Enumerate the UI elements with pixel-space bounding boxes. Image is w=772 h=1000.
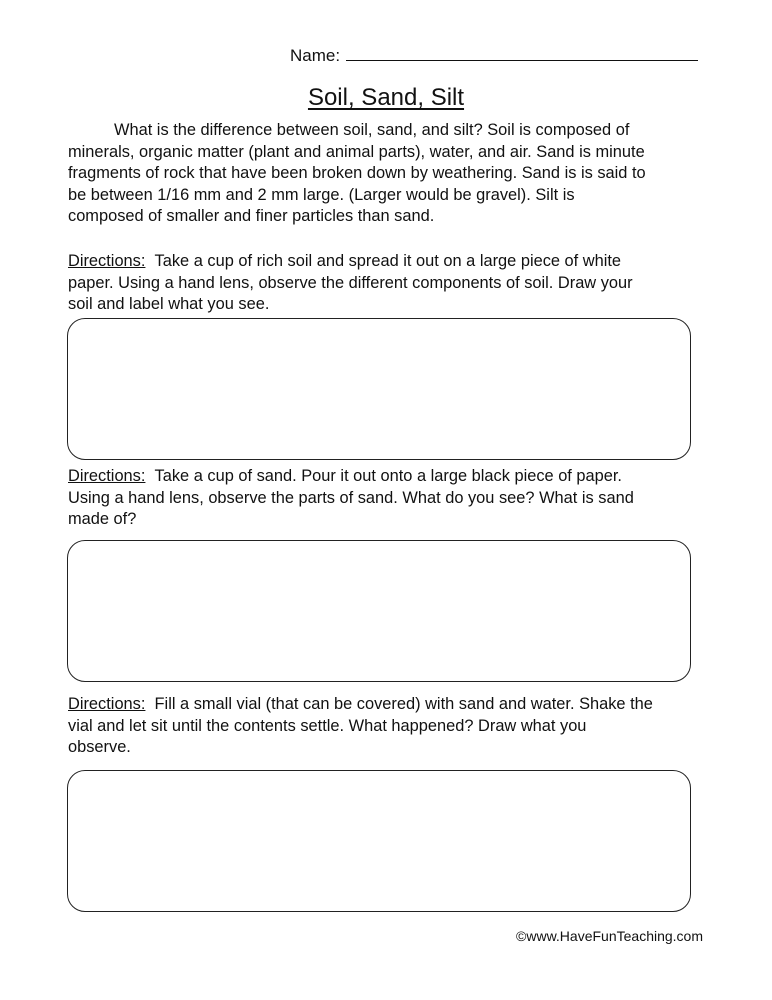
directions-line: paper. Using a hand lens, observe the different components of soil. Draw your [68,273,633,292]
directions-label: Directions: [68,252,146,270]
page-title: Soil, Sand, Silt [307,84,465,111]
directions-line: Take a cup of sand. Pour it out onto a large black piece of paper. [154,467,622,485]
name-blank-line[interactable] [346,46,698,61]
drawing-box-vial[interactable] [67,770,691,912]
intro-paragraph [68,120,718,228]
directions-2 [68,466,718,531]
directions-label: Directions: [68,695,146,713]
directions-line: vial and let sit until the contents settle. What happened? Draw what you [68,716,587,735]
directions-1 [68,251,718,316]
name-label: Name: [290,46,341,65]
drawing-box-sand[interactable] [67,540,691,682]
intro-line: fragments of rock that have been broken down by weathering. Sand is is said to [68,164,646,183]
intro-line: composed of smaller and finer particles than sand. [68,207,435,226]
directions-line: Using a hand lens, observe the parts of sand. What do you see? What is sand [68,488,634,507]
copyright-footer: ©www.HaveFunTeaching.com [516,928,703,944]
intro-line: be between 1/16 mm and 2 mm large. (Larger would be gravel). Silt is [68,185,575,204]
directions-label: Directions: [68,467,146,485]
directions-line: Take a cup of rich soil and spread it out on a large piece of white [154,252,622,270]
directions-line: soil and label what you see. [68,295,270,314]
name-field[interactable] [290,46,698,66]
intro-line: minerals, organic matter (plant and animal parts), water, and air. Sand is minute [68,142,645,161]
directions-line: made of? [68,510,137,529]
directions-line: Fill a small vial (that can be covered) with sand and water. Shake the [154,695,653,713]
drawing-box-soil[interactable] [67,318,691,460]
directions-line: observe. [68,738,131,757]
directions-3 [68,694,718,759]
intro-line: What is the difference between soil, sand, and silt? Soil is composed of [114,121,630,139]
